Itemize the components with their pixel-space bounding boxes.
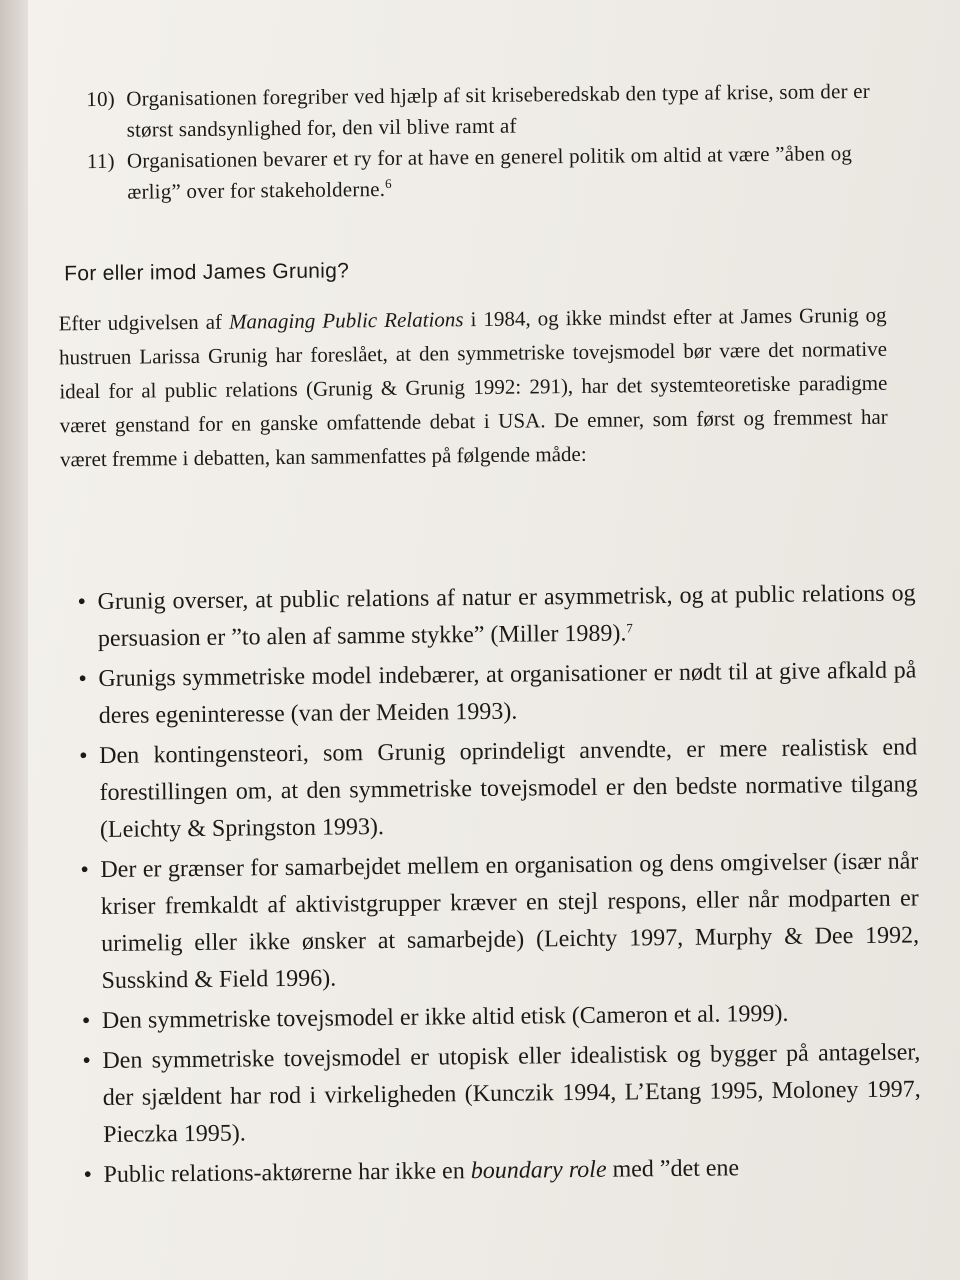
item-number: 11) xyxy=(86,148,115,174)
bullet-text: Grunig overser, at public relations af natur er asymmetrisk, og at public relations og persuasion er ”to alen af samme stykke” (Miller 1989). xyxy=(97,580,916,652)
bullet-text: Grunigs symmetriske model indebærer, at organisationer er nødt til at give afkald på deres egeninteresse (van der Meiden 1993). xyxy=(98,657,917,729)
footnote-ref: 6 xyxy=(385,175,392,191)
bullet-text: Den symmetriske tovejsmodel er utopisk eller idealistisk og bygger på antagelser, der sjældent har rod i virkeligheden (Kunczik 1994, L’Etang 1995, Moloney 1997, Pieczka 1995). xyxy=(102,1039,921,1148)
bullet-text: Den kontingensteori, som Grunig oprindeligt anvendte, er mere realistisk end forestillingen om, at den symmetriske tovejsmodel er den bedste normative tilgang (Leichty & Springston 1993). xyxy=(99,734,918,843)
bullet-icon: • xyxy=(80,857,89,884)
bullet-italic: boundary role xyxy=(470,1156,607,1185)
bullet-text: Den symmetriske tovejsmodel er ikke altid etisk (Cameron et al. 1999). xyxy=(101,1000,789,1034)
paragraph-text: Efter udgivelsen af xyxy=(58,309,230,336)
numbered-item xyxy=(86,76,877,146)
body-paragraph xyxy=(58,298,888,477)
bullet-item xyxy=(80,843,920,1000)
numbered-item xyxy=(87,138,878,208)
item-number: 10) xyxy=(86,86,116,112)
paragraph-text: i 1984, og ikke mindst efter at James Grunig og hustruen Larissa Grunig har foreslået, at den symmetriske tovejsmodel bør være det normative ideal for al public relations (Grunig & Grunig 1992: 291), har det systemteoretiske paradigme været genstand for en ganske omfattende debat i USA. De emner, som først og fremmest har været fremme i debatten, kan sammenfattes på følgende måde: xyxy=(58,302,888,472)
book-title: Managing Public Relations xyxy=(228,307,464,334)
bullet-icon: • xyxy=(79,743,88,770)
bullet-icon: • xyxy=(83,1162,93,1189)
bullet-item xyxy=(83,1148,921,1194)
bullet-text: med ”det ene xyxy=(606,1155,740,1183)
bullet-icon: • xyxy=(77,589,87,616)
bullet-icon: • xyxy=(81,1008,91,1035)
numbered-list xyxy=(86,76,877,208)
bullet-icon: • xyxy=(78,666,87,693)
bullet-icon: • xyxy=(82,1048,91,1075)
footnote-ref: 7 xyxy=(626,620,633,636)
bullet-item xyxy=(82,1034,921,1154)
section-heading: For eller imod James Grunig? xyxy=(64,259,350,286)
item-text: Organisationen bevarer et ry for at have en generel politik om altid at være ”åben og ærlig” over for stakeholderne. xyxy=(126,141,853,204)
bullet-text: Public relations-aktørerne har ikke en xyxy=(103,1158,471,1188)
bullet-list xyxy=(77,575,921,1197)
item-text: Organisationen foregriber ved hjælp af sit kriseberedskab den type af krise, som der er størst sandsynlighed for, den vil blive ramt af xyxy=(126,78,871,142)
bullet-text: Der er grænser for samarbejdet mellem en organisation og dens omgivelser (især når kriser fremkaldt af aktivistgrupper kræver en stejl respons, eller når modparten er urimelig eller ikke ønsker at samarbejde) (Leichty 1997, Murphy & Dee 1992, Susskind & Field 1996). xyxy=(100,848,920,994)
bullet-item xyxy=(82,994,920,1040)
bullet-item xyxy=(79,729,918,849)
bullet-item xyxy=(78,652,917,735)
bullet-item xyxy=(77,575,916,658)
